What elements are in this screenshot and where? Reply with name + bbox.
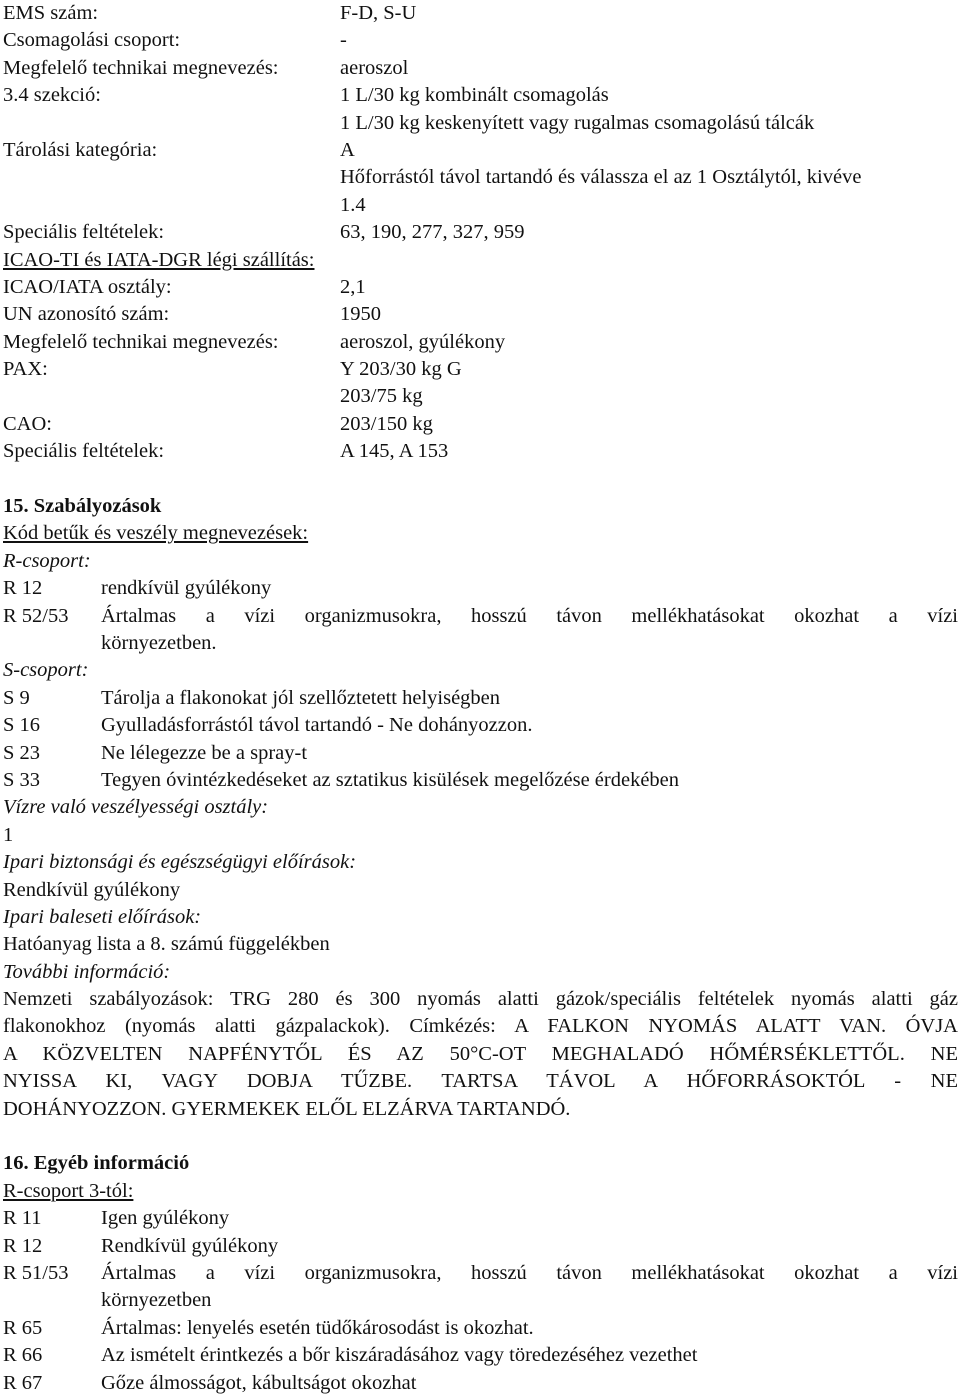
kv-label: 3.4 szekció: — [3, 84, 101, 107]
section-15-heading: 15. Szabályozások — [3, 495, 162, 518]
kv-label: ICAO/IATA osztály: — [3, 275, 172, 298]
s-group-label: S-csoport: — [3, 659, 89, 682]
phrase-code: S 23 — [3, 741, 41, 764]
r-group-from-3-label: R-csoport 3-tól: — [3, 1179, 134, 1202]
phrase-code: R 51/53 — [3, 1261, 69, 1284]
phrase-row — [3, 685, 958, 712]
phrase-row — [3, 767, 958, 794]
phrase-code: R 12 — [3, 577, 43, 600]
phrase-row — [3, 1205, 958, 1232]
section-16-heading: 16. Egyéb információ — [3, 1152, 190, 1175]
kv-label — [3, 192, 340, 219]
paragraph-line: flakonokhoz (nyomás alatti gázpalackok). Címkézés: A FALKON NYOMÁS ALATT VAN. ÓVJA — [3, 1015, 958, 1038]
kv-value: 203/75 kg — [340, 385, 423, 408]
kv-row — [3, 0, 958, 27]
phrase-row — [3, 1260, 958, 1315]
kv-value: 1.4 — [340, 193, 366, 216]
kv-value: 2,1 — [340, 275, 366, 298]
kv-row — [3, 27, 958, 54]
document-page — [3, 0, 958, 1397]
kv-row — [3, 55, 958, 82]
transport-sea-table — [3, 0, 958, 247]
kv-row — [3, 411, 958, 438]
phrase-text: Igen gyúlékony — [101, 1207, 230, 1230]
kv-label — [3, 164, 340, 191]
industrial-safety-label: Ipari biztonsági és egészségügyi előírások: — [3, 851, 357, 874]
kv-value: aeroszol — [340, 56, 409, 79]
kv-value: - — [340, 29, 347, 52]
phrase-code: R 65 — [3, 1316, 43, 1339]
kv-row — [3, 192, 958, 219]
phrase-text: Rendkívül gyúlékony — [101, 1234, 279, 1257]
phrase-text: Gyulladásforrástól távol tartandó - Ne dohányozzon. — [101, 714, 533, 737]
kv-label: CAO: — [3, 412, 52, 435]
phrase-text-line: Ártalmas a vízi organizmusokra, hosszú távon mellékhatásokat okozhat a vízi — [101, 604, 958, 627]
phrase-code: S 9 — [3, 686, 30, 709]
codes-heading: Kód betűk és veszély megnevezések: — [3, 522, 309, 545]
phrase-row — [3, 1342, 958, 1369]
phrase-code: R 52/53 — [3, 604, 69, 627]
kv-label: Csomagolási csoport: — [3, 29, 181, 52]
kv-row — [3, 137, 958, 164]
kv-value: aeroszol, gyúlékony — [340, 330, 506, 353]
phrase-code: R 11 — [3, 1207, 42, 1230]
kv-label: EMS szám: — [3, 2, 99, 24]
phrase-text: Ne lélegezze be a spray-t — [101, 741, 308, 764]
phrase-text: Tárolja a flakonokat jól szellőztetett helyiségben — [101, 686, 501, 709]
kv-label — [3, 110, 340, 137]
accident-rules-label: Ipari baleseti előírások: — [3, 905, 202, 928]
kv-label: Megfelelő technikai megnevezés: — [3, 330, 279, 353]
kv-row — [3, 110, 958, 137]
kv-label: Megfelelő technikai megnevezés: — [3, 56, 279, 79]
phrase-text-line: Ártalmas a vízi organizmusokra, hosszú távon mellékhatásokat okozhat a vízi — [101, 1261, 958, 1284]
phrase-row — [3, 575, 958, 602]
industrial-safety-value: Rendkívül gyúlékony — [3, 878, 181, 901]
kv-value: F-D, S-U — [340, 2, 417, 24]
phrase-row — [3, 1370, 958, 1397]
kv-value: A — [340, 138, 355, 161]
spacer — [3, 466, 958, 493]
phrase-text-line: környezetben. — [101, 631, 217, 654]
further-info-paragraph — [3, 986, 958, 1123]
phrase-text: Ártalmas: lenyelés esetén tüdőkárosodást is okozhat. — [101, 1316, 534, 1339]
phrase-row — [3, 740, 958, 767]
kv-value: 1 L/30 kg kombinált csomagolás — [340, 84, 609, 107]
kv-row — [3, 329, 958, 356]
phrase-text: rendkívül gyúlékony — [101, 577, 272, 600]
phrase-code: S 16 — [3, 714, 41, 737]
paragraph-line: NYISSA KI, VAGY DOBJA TŰZBE. TARTSA TÁVOL A HŐFORRÁSOKTÓL - NE — [3, 1070, 958, 1093]
phrase-code: R 12 — [3, 1234, 43, 1257]
kv-row — [3, 383, 958, 410]
kv-label: Tárolási kategória: — [3, 138, 158, 161]
phrase-text: Tegyen óvintézkedéseket az sztatikus kisülések megelőzése érdekében — [101, 768, 680, 791]
air-transport-heading: ICAO-TI és IATA-DGR légi szállítás: — [3, 248, 315, 271]
phrase-text — [101, 603, 958, 658]
kv-row — [3, 164, 958, 191]
phrase-row — [3, 1233, 958, 1260]
kv-value: Y 203/30 kg G — [340, 358, 462, 381]
phrase-row — [3, 1315, 958, 1342]
phrase-row — [3, 603, 958, 658]
spacer — [3, 1123, 958, 1150]
kv-value: 1 L/30 kg keskenyített vagy rugalmas csomagolású tálcák — [340, 111, 815, 134]
kv-value: A 145, A 153 — [340, 440, 449, 463]
kv-label: Speciális feltételek: — [3, 221, 165, 244]
r-group-label: R-csoport: — [3, 549, 91, 572]
kv-label: UN azonosító szám: — [3, 303, 170, 326]
kv-value: 1950 — [340, 303, 381, 326]
kv-value: 63, 190, 277, 327, 959 — [340, 221, 525, 244]
phrase-text: Az ismételt érintkezés a bőr kiszáradásához vagy töredezéséhez vezethet — [101, 1344, 698, 1367]
paragraph-line: Nemzeti szabályozások: TRG 280 és 300 nyomás alatti gázok/speciális feltételek nyomás alatti gáz — [3, 988, 958, 1011]
phrase-code: S 33 — [3, 768, 41, 791]
paragraph-line: DOHÁNYOZZON. GYERMEKEK ELŐL ELZÁRVA TARTANDÓ. — [3, 1097, 571, 1120]
phrase-text — [101, 1260, 958, 1315]
kv-row — [3, 274, 958, 301]
kv-row — [3, 301, 958, 328]
transport-air-table — [3, 274, 958, 466]
phrase-text-line: környezetben — [101, 1289, 212, 1312]
kv-label: Speciális feltételek: — [3, 440, 165, 463]
phrase-row — [3, 712, 958, 739]
phrase-code: R 66 — [3, 1344, 43, 1367]
water-hazard-value: 1 — [3, 823, 14, 846]
phrase-code: R 67 — [3, 1371, 43, 1394]
kv-row — [3, 82, 958, 109]
kv-value: Hőforrástól távol tartandó és válassza el az 1 Osztálytól, kivéve — [340, 166, 862, 189]
accident-rules-value: Hatóanyag lista a 8. számú függelékben — [3, 933, 330, 956]
paragraph-line: A KÖZVELTEN NAPFÉNYTŐL ÉS AZ 50°C-OT MEGHALADÓ HŐMÉRSÉKLETTŐL. NE — [3, 1042, 958, 1065]
kv-value: 203/150 kg — [340, 412, 433, 435]
phrase-text: Gőze álmosságot, kábultságot okozhat — [101, 1371, 417, 1394]
water-hazard-label: Vízre való veszélyességi osztály: — [3, 796, 269, 819]
kv-row — [3, 219, 958, 246]
kv-label: PAX: — [3, 358, 48, 381]
further-info-label: További információ: — [3, 960, 171, 983]
kv-row — [3, 356, 958, 383]
kv-row — [3, 438, 958, 465]
kv-label — [3, 383, 340, 410]
